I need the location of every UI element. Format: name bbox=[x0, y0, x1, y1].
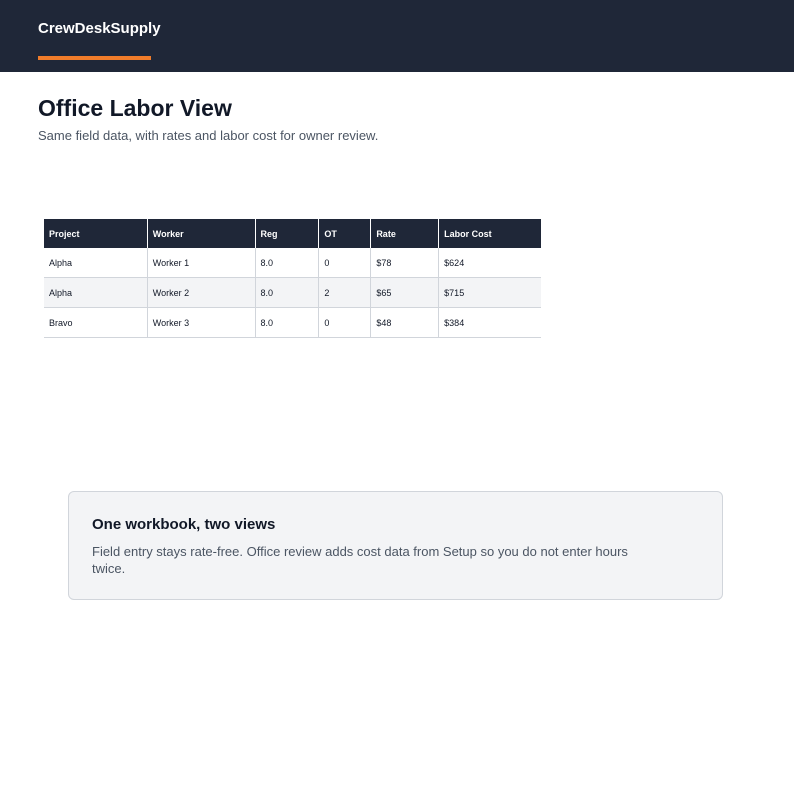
cell-worker: Worker 3 bbox=[147, 308, 255, 338]
column-header-project: Project bbox=[44, 219, 147, 248]
cell-labor-cost: $715 bbox=[439, 278, 541, 308]
cell-project: Alpha bbox=[44, 278, 147, 308]
table-row bbox=[44, 278, 541, 308]
cell-reg: 8.0 bbox=[255, 248, 319, 278]
callout-title: One workbook, two views bbox=[92, 516, 276, 533]
column-header-rate: Rate bbox=[371, 219, 439, 248]
cell-rate: $48 bbox=[371, 308, 439, 338]
page-subtitle: Same field data, with rates and labor cost for owner review. bbox=[38, 128, 379, 143]
cell-worker: Worker 2 bbox=[147, 278, 255, 308]
cell-labor-cost: $624 bbox=[439, 248, 541, 278]
brand-accent-bar bbox=[38, 56, 151, 60]
column-header-worker: Worker bbox=[147, 219, 255, 248]
table-row bbox=[44, 308, 541, 338]
column-header-labor-cost: Labor Cost bbox=[439, 219, 541, 248]
cell-project: Bravo bbox=[44, 308, 147, 338]
callout-body: Field entry stays rate-free. Office review adds cost data from Setup so you do not enter hours twice. bbox=[92, 544, 628, 576]
cell-worker: Worker 1 bbox=[147, 248, 255, 278]
cell-project: Alpha bbox=[44, 248, 147, 278]
cell-ot: 0 bbox=[319, 308, 371, 338]
cell-rate: $78 bbox=[371, 248, 439, 278]
cell-ot: 2 bbox=[319, 278, 371, 308]
brand-name[interactable]: CrewDeskSupply bbox=[38, 20, 161, 37]
cell-rate: $65 bbox=[371, 278, 439, 308]
info-callout bbox=[68, 491, 723, 600]
cell-ot: 0 bbox=[319, 248, 371, 278]
page-title: Office Labor View bbox=[38, 95, 232, 121]
labor-table bbox=[44, 219, 541, 338]
column-header-reg: Reg bbox=[255, 219, 319, 248]
app-header bbox=[0, 0, 794, 72]
cell-reg: 8.0 bbox=[255, 308, 319, 338]
table-header-row bbox=[44, 219, 541, 248]
column-header-ot: OT bbox=[319, 219, 371, 248]
table-row bbox=[44, 248, 541, 278]
cell-reg: 8.0 bbox=[255, 278, 319, 308]
cell-labor-cost: $384 bbox=[439, 308, 541, 338]
